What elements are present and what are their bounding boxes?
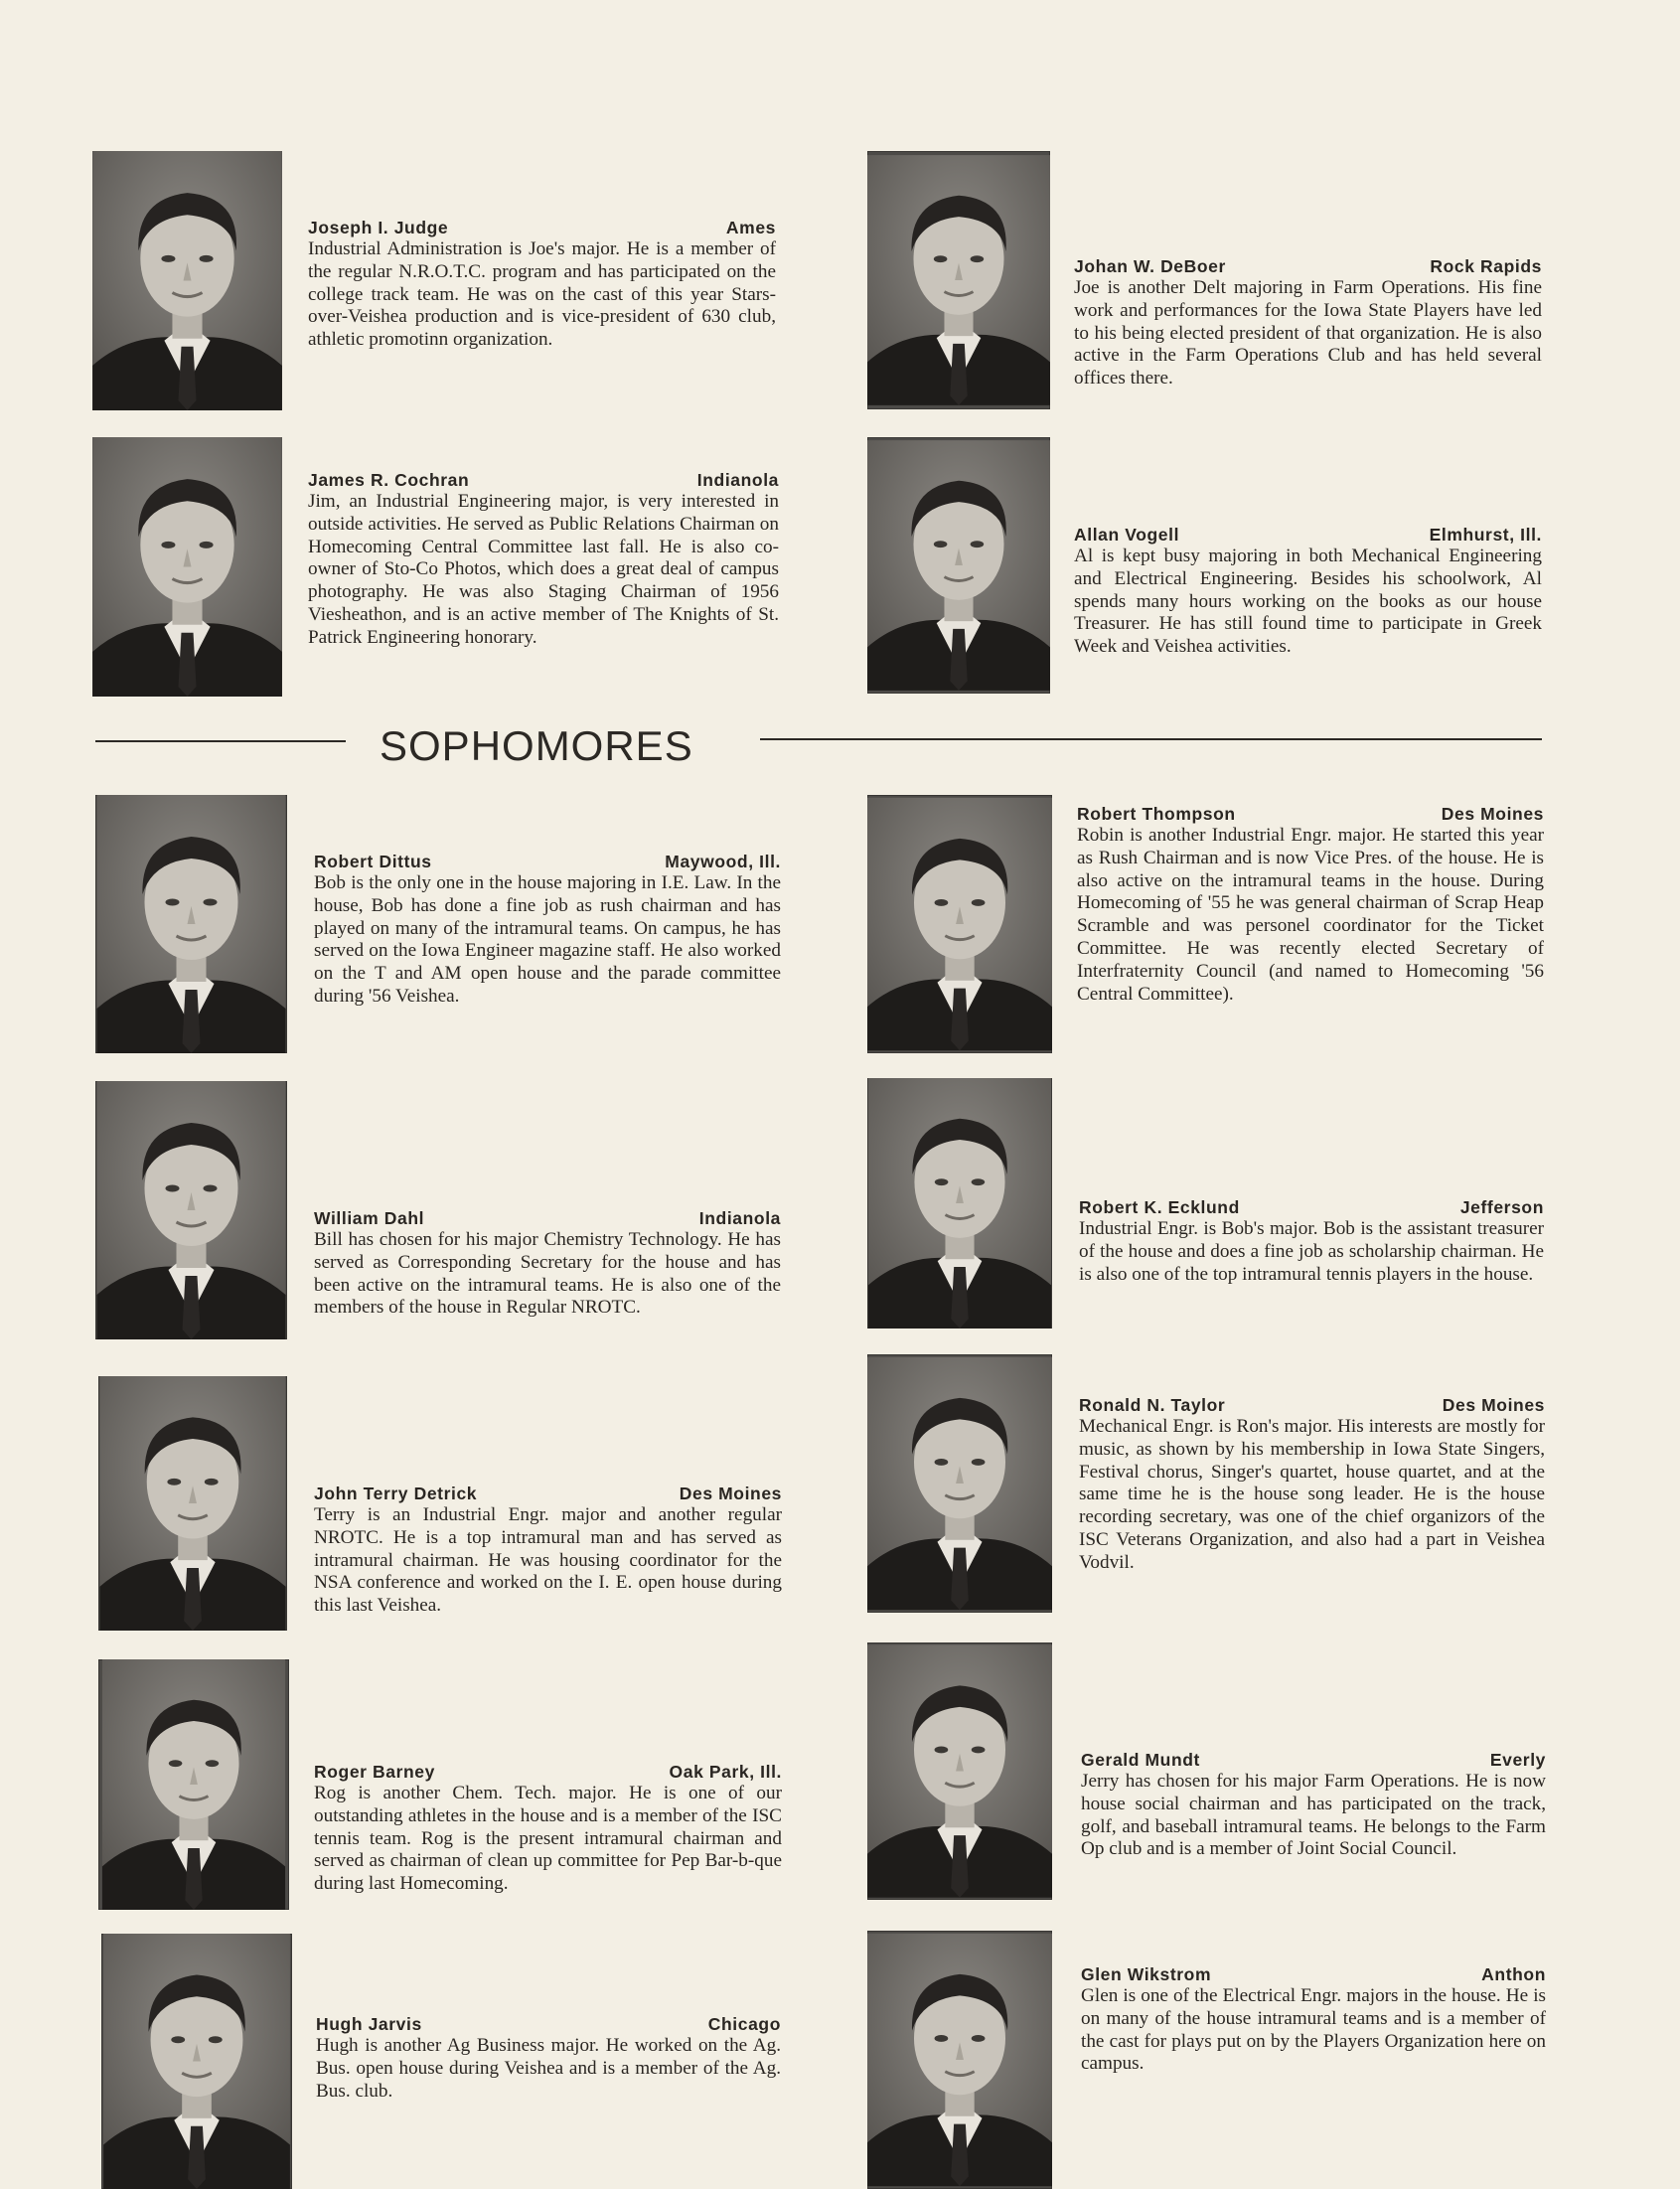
hometown: Anthon bbox=[1481, 1964, 1546, 1984]
portrait-photo bbox=[92, 437, 282, 697]
bio-text: Rog is another Chem. Tech. major. He is one of our outstanding athletes in the house and is a member of the ISC tennis team. Rog is the present intramural chairman and served as chairman of clean up committee for Pep Bar-b-que during last Homecoming. bbox=[314, 1783, 782, 1895]
hometown: Ames bbox=[725, 218, 776, 237]
bio-entry bbox=[308, 217, 776, 352]
hometown: Indianola bbox=[696, 470, 779, 490]
bio-text: Industrial Engr. is Bob's major. Bob is the assistant treasurer of the house and does a fine job as scholarship chairman. He is also one of the top intramural tennis players in the house. bbox=[1079, 1218, 1544, 1285]
bio-text: Bill has chosen for his major Chemistry Technology. He has served as Corresponding Secretary for the house and has been active on the intramural teams. He is also one of the members of the house in Regular NROTC. bbox=[314, 1229, 781, 1319]
bio-entry bbox=[1074, 255, 1542, 391]
bio-entry bbox=[314, 1483, 782, 1618]
member-name: Roger Barney bbox=[314, 1762, 435, 1782]
hometown: Des Moines bbox=[1441, 804, 1544, 824]
member-name: Robert K. Ecklund bbox=[1079, 1197, 1240, 1217]
section-title: SOPHOMORES bbox=[380, 722, 693, 769]
member-name: Robert Dittus bbox=[314, 852, 432, 871]
portrait-photo bbox=[867, 1078, 1052, 1329]
bio-text: Jim, an Industrial Engineering major, is very interested in outside activities. He served as Public Relations Chairman on Homecoming Central Committee last fall. He is also co-owner of Sto-Co Photos, which does a great deal of campus photography. He was also Staging Chairman of 1956 Viesheathon, and is an active member of The Knights of St. Patrick Engineering honorary. bbox=[308, 491, 779, 648]
portrait-photo bbox=[867, 1642, 1052, 1900]
hometown: Des Moines bbox=[1442, 1395, 1545, 1415]
bio-text: Glen is one of the Electrical Engr. majors in the house. He is on many of the house intramural teams and is a member of the cast for plays put on by the Players Organization here on campus. bbox=[1081, 1985, 1546, 2075]
hometown: Indianola bbox=[698, 1208, 781, 1228]
portrait-photo bbox=[867, 1931, 1052, 2189]
hometown: Chicago bbox=[707, 2014, 781, 2034]
hometown: Des Moines bbox=[679, 1484, 782, 1503]
bio-entry bbox=[316, 2013, 781, 2103]
bio-entry bbox=[308, 469, 779, 650]
member-name: William Dahl bbox=[314, 1208, 425, 1228]
bio-text: Mechanical Engr. is Ron's major. His interests are mostly for music, as shown by his membership in Iowa State Singers, Festival chorus, Singer's quartet, house quartet, and at the same time he is the house song leader. He is the house recording secretary, was one of the chief organizors of the ISC Veterans Organization, and also had a part in Veishea Vodvil. bbox=[1079, 1416, 1545, 1573]
portrait-photo bbox=[95, 795, 287, 1053]
bio-text: Al is kept busy majoring in both Mechanical Engineering and Electrical Engineering. Besides his schoolwork, Al spends many hours working on the books as our house Treasurer. He has still found time to participate in Greek Week and Veishea activities. bbox=[1074, 546, 1542, 658]
portrait-photo bbox=[98, 1659, 289, 1910]
bio-entry bbox=[314, 851, 781, 1009]
bio-text: Terry is an Industrial Engr. major and another regular NROTC. He is a top intramural man and has served as intramural chairman. He was housing coordinator for the NSA conference and worked on the I. E. open house during this last Veishea. bbox=[314, 1504, 782, 1617]
portrait-photo bbox=[867, 1354, 1052, 1613]
member-name: Allan Vogell bbox=[1074, 525, 1180, 545]
hometown: Elmhurst, Ill. bbox=[1429, 525, 1542, 545]
member-name: James R. Cochran bbox=[308, 470, 470, 490]
section-rule-left bbox=[95, 740, 346, 742]
bio-entry bbox=[1081, 1749, 1546, 1861]
member-name: Ronald N. Taylor bbox=[1079, 1395, 1226, 1415]
bio-text: Industrial Administration is Joe's major. He is a member of the regular N.R.O.T.C. program and has participated on the college track team. He was on the cast of this year Stars-over-Veishea production and is vice-president of 630 club, athletic promotinn organization. bbox=[308, 238, 776, 351]
bio-text: Joe is another Delt majoring in Farm Operations. His fine work and performances for the Iowa State Players have led to his being elected president of that organization. He is also active in the Farm Operations Club and has held several offices there. bbox=[1074, 277, 1542, 390]
bio-entry bbox=[314, 1761, 782, 1896]
bio-entry bbox=[1079, 1394, 1545, 1575]
member-name: Joseph I. Judge bbox=[308, 218, 449, 237]
member-name: Hugh Jarvis bbox=[316, 2014, 422, 2034]
bio-text: Jerry has chosen for his major Farm Operations. He is now house social chairman and has participated on the track, golf, and baseball intramural teams. He belongs to the Farm Op club and is a member of Joint Social Council. bbox=[1081, 1771, 1546, 1860]
member-name: John Terry Detrick bbox=[314, 1484, 478, 1503]
member-name: Gerald Mundt bbox=[1081, 1750, 1200, 1770]
portrait-photo bbox=[98, 1376, 287, 1631]
hometown: Everly bbox=[1489, 1750, 1546, 1770]
portrait-photo bbox=[95, 1081, 287, 1339]
hometown: Rock Rapids bbox=[1430, 256, 1542, 276]
portrait-photo bbox=[867, 437, 1050, 694]
bio-entry bbox=[1077, 803, 1544, 1006]
bio-entry bbox=[1081, 1963, 1546, 2076]
portrait-photo bbox=[867, 151, 1050, 409]
hometown: Jefferson bbox=[1459, 1197, 1544, 1217]
member-name: Robert Thompson bbox=[1077, 804, 1236, 824]
hometown: Maywood, Ill. bbox=[665, 852, 781, 871]
portrait-photo bbox=[101, 1934, 292, 2189]
bio-text: Hugh is another Ag Business major. He worked on the Ag. Bus. open house during Veishea and is a member of the Ag. Bus. club. bbox=[316, 2035, 781, 2102]
bio-entry bbox=[1074, 524, 1542, 659]
bio-entry bbox=[1079, 1196, 1544, 1286]
section-rule-right bbox=[760, 738, 1542, 740]
member-name: Glen Wikstrom bbox=[1081, 1964, 1212, 1984]
member-name: Johan W. DeBoer bbox=[1074, 256, 1226, 276]
bio-text: Robin is another Industrial Engr. major. He started this year as Rush Chairman and is now Vice Pres. of the house. He is also active on the intramural teams in the house. During Homecoming of '55 he was general chairman of Scrap Heap Scramble and was personel coordinator for the Ticket Committee. He was recently elected Secretary of Interfraternity Council (and named to Homecoming '56 Central Committee). bbox=[1077, 825, 1544, 1005]
portrait-photo bbox=[867, 795, 1052, 1053]
bio-text: Bob is the only one in the house majoring in I.E. Law. In the house, Bob has done a fine job as rush chairman and has played on many of the intramural teams. On campus, he has served on the Iowa Engineer magazine staff. He also worked on the T and AM open house and the parade committee during '56 Veishea. bbox=[314, 872, 781, 1007]
bio-entry bbox=[314, 1207, 781, 1320]
hometown: Oak Park, Ill. bbox=[669, 1762, 782, 1782]
portrait-photo bbox=[92, 151, 282, 410]
